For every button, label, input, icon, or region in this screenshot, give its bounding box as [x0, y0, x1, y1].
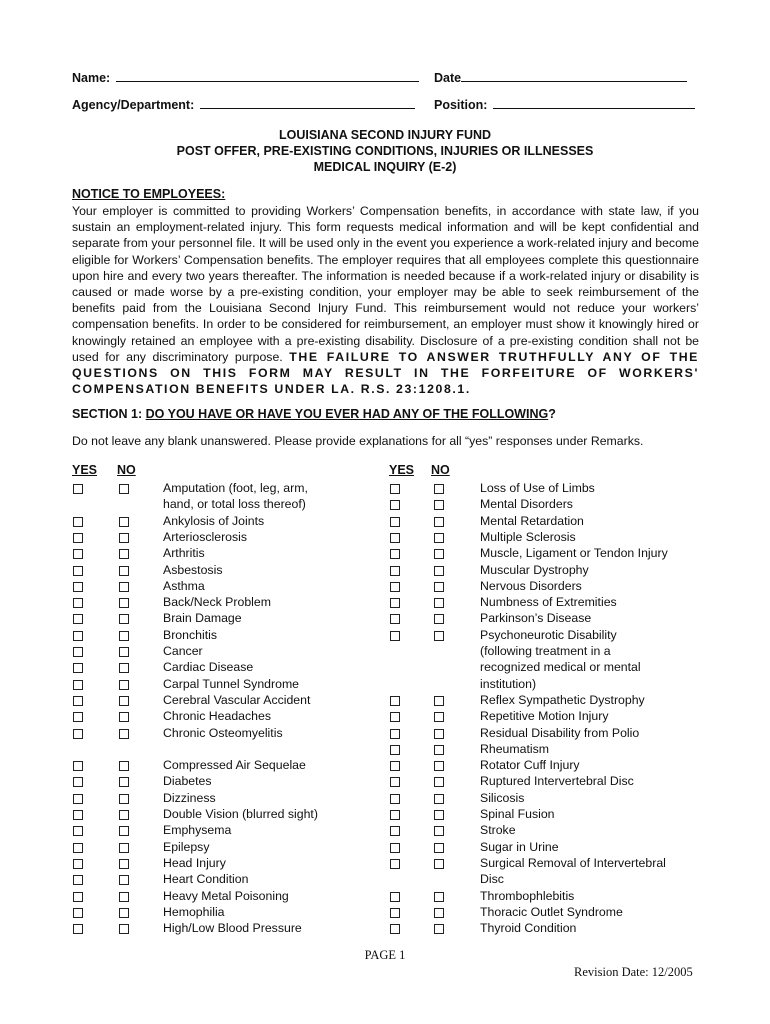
right-condition-row	[0, 627, 770, 643]
condition-label: Parkinson’s Disease	[480, 611, 592, 626]
condition-label: Arteriosclerosis	[163, 529, 248, 544]
right-condition-row	[0, 676, 770, 692]
right-condition-row	[0, 610, 770, 626]
yes-checkbox[interactable]	[390, 826, 400, 836]
revision-date: Revision Date: 12/2005	[574, 965, 693, 979]
condition-label: hand, or total loss thereof)	[163, 497, 306, 512]
no-checkbox[interactable]	[434, 696, 444, 706]
condition-label: Double Vision (blurred sight)	[163, 807, 318, 821]
condition-label: Cardiac Disease	[163, 660, 254, 675]
agency-field	[72, 97, 415, 112]
no-checkbox[interactable]	[434, 908, 444, 918]
yes-checkbox[interactable]	[390, 810, 400, 820]
right-yes-header: YES	[389, 463, 415, 477]
notice-text: Your employer is committed to providing Workers’ Compensation benefits, in accordance with state law, if you sustain an employment-related injury. This form requests medical information and will be kept confidential and separate from your personnel file. It will be used only in the event you experience a work-related injury and become eligible for Workers’ Compensation benefits. The employer requires that all employees complete this questionnaire upon hire and every two years thereafter. The information is needed because if a work-related injury or disability is caused or made worse by a pre-existing condition, your employer may be able to seek reimbursement of the benefits paid from the Louisiana Second Injury Fund. This reimbursement would not reduce your workers’ compensation benefits. In order to be considered for reimbursement, an employer must show it knowingly hired or knowingly retained an employee with a pre-existing disability. Disclosure of a pre-existing condition shall not be used for any discriminatory purpose.	[72, 204, 699, 364]
no-checkbox[interactable]	[434, 598, 444, 608]
no-checkbox[interactable]	[434, 826, 444, 836]
yes-checkbox[interactable]	[390, 777, 400, 787]
no-checkbox[interactable]	[434, 614, 444, 624]
condition-label: (following treatment in a	[480, 644, 611, 658]
right-condition-row	[0, 562, 770, 578]
form-title-line1: LOUISIANA SECOND INJURY FUND	[278, 128, 492, 142]
condition-label: Mental Disorders	[480, 497, 573, 512]
condition-label: Spinal Fusion	[480, 807, 555, 821]
right-condition-row	[0, 822, 770, 838]
no-checkbox[interactable]	[434, 761, 444, 771]
yes-checkbox[interactable]	[390, 484, 400, 494]
no-checkbox[interactable]	[434, 484, 444, 494]
condition-label: Asthma	[163, 578, 205, 593]
condition-label: Emphysema	[163, 823, 232, 838]
right-condition-row	[0, 496, 770, 512]
condition-label: Thoracic Outlet Syndrome	[480, 904, 623, 919]
no-checkbox[interactable]	[434, 566, 444, 576]
condition-label: Head Injury	[163, 855, 226, 870]
section1-title: DO YOU HAVE OR HAVE YOU EVER HAD ANY OF THE FOLLOWING	[145, 407, 549, 421]
section1-prefix: SECTION 1:	[72, 407, 146, 421]
no-checkbox[interactable]	[434, 777, 444, 787]
yes-checkbox[interactable]	[390, 843, 400, 853]
condition-label: institution)	[480, 676, 537, 691]
section1-instruction: Do not leave any blank unanswered. Please provide explanations for all “yes” responses under Remarks.	[72, 434, 644, 448]
right-condition-row	[0, 871, 770, 887]
form-title-line2: POST OFFER, PRE-EXISTING CONDITIONS, INJURIES OR ILLNESSES	[176, 144, 594, 158]
condition-label: Dizziness	[163, 790, 216, 805]
left-no-header: NO	[117, 463, 136, 477]
right-condition-row	[0, 920, 770, 936]
no-checkbox[interactable]	[434, 810, 444, 820]
yes-checkbox[interactable]	[390, 582, 400, 592]
name-input-line[interactable]	[116, 70, 419, 82]
right-condition-row	[0, 839, 770, 855]
right-condition-row	[0, 529, 770, 545]
condition-label: Epilepsy	[163, 839, 210, 854]
condition-label: Amputation (foot, leg, arm,	[163, 481, 308, 495]
condition-label: Asbestosis	[163, 562, 223, 577]
right-condition-row	[0, 513, 770, 529]
agency-label: Agency/Department:	[72, 98, 195, 112]
no-checkbox[interactable]	[434, 582, 444, 592]
no-checkbox[interactable]	[434, 631, 444, 641]
no-checkbox[interactable]	[434, 843, 444, 853]
yes-checkbox[interactable]	[390, 631, 400, 641]
no-checkbox[interactable]	[434, 729, 444, 739]
yes-checkbox[interactable]	[390, 761, 400, 771]
right-condition-row	[0, 545, 770, 561]
right-condition-row	[0, 773, 770, 789]
right-condition-row	[0, 888, 770, 904]
condition-label: Multiple Sclerosis	[480, 529, 576, 544]
page-number: PAGE 1	[364, 948, 406, 962]
condition-label: Cerebral Vascular Accident	[163, 692, 311, 707]
right-condition-row	[0, 708, 770, 724]
position-field	[434, 97, 695, 112]
no-checkbox[interactable]	[434, 533, 444, 543]
condition-label: Numbness of Extremities	[480, 595, 617, 610]
right-condition-row	[0, 692, 770, 708]
yes-checkbox[interactable]	[390, 549, 400, 559]
no-checkbox[interactable]	[434, 794, 444, 804]
condition-label: Back/Neck Problem	[163, 595, 271, 610]
condition-label: Heavy Metal Poisoning	[163, 888, 289, 903]
condition-label: Surgical Removal of Intervertebral	[480, 855, 666, 870]
notice-body	[72, 203, 699, 397]
condition-label: Nervous Disorders	[480, 578, 582, 593]
position-label: Position:	[434, 98, 488, 112]
notice-heading: NOTICE TO EMPLOYEES:	[72, 187, 226, 201]
section1-suffix: ?	[548, 407, 556, 421]
date-label: Date	[434, 71, 462, 85]
yes-checkbox[interactable]	[390, 517, 400, 527]
right-condition-row	[0, 741, 770, 757]
right-condition-row	[0, 725, 770, 741]
yes-checkbox[interactable]	[390, 598, 400, 608]
yes-checkbox[interactable]	[390, 614, 400, 624]
no-checkbox[interactable]	[434, 892, 444, 902]
condition-label: Rheumatism	[480, 741, 550, 756]
date-field	[434, 70, 687, 85]
condition-label: Stroke	[480, 823, 516, 838]
condition-label: Thyroid Condition	[480, 921, 577, 936]
form-title-line3: MEDICAL INQUIRY (E-2)	[313, 160, 457, 174]
right-condition-row	[0, 757, 770, 773]
name-label: Name:	[72, 71, 111, 85]
yes-checkbox[interactable]	[390, 892, 400, 902]
no-checkbox[interactable]	[434, 500, 444, 510]
condition-label: Mental Retardation	[480, 513, 584, 528]
condition-label: Rotator Cuff Injury	[480, 758, 580, 773]
yes-checkbox[interactable]	[390, 533, 400, 543]
yes-checkbox[interactable]	[390, 729, 400, 739]
no-checkbox[interactable]	[434, 924, 444, 934]
condition-label: Diabetes	[163, 774, 212, 789]
yes-checkbox[interactable]	[390, 794, 400, 804]
condition-label: Chronic Headaches	[163, 709, 272, 724]
right-condition-row	[0, 578, 770, 594]
date-input-line[interactable]	[461, 70, 687, 82]
condition-label: Chronic Osteomyelitis	[163, 725, 283, 740]
condition-label: Reflex Sympathetic Dystrophy	[480, 692, 645, 707]
left-yes-header: YES	[72, 463, 98, 477]
no-checkbox[interactable]	[434, 745, 444, 755]
yes-checkbox[interactable]	[390, 500, 400, 510]
no-checkbox[interactable]	[434, 859, 444, 869]
position-input-line[interactable]	[493, 97, 695, 109]
condition-label: Arthritis	[163, 546, 205, 561]
right-condition-row	[0, 659, 770, 675]
condition-label: High/Low Blood Pressure	[163, 921, 302, 936]
right-condition-row	[0, 480, 770, 496]
section1-heading	[72, 407, 556, 421]
condition-label: Sugar in Urine	[480, 839, 559, 854]
condition-label: Disc	[480, 872, 504, 887]
right-condition-row	[0, 904, 770, 920]
right-condition-row	[0, 790, 770, 806]
no-checkbox[interactable]	[434, 549, 444, 559]
condition-label: Muscular Dystrophy	[480, 562, 589, 577]
right-condition-row	[0, 855, 770, 871]
right-condition-row	[0, 594, 770, 610]
condition-label: Bronchitis	[163, 627, 217, 642]
condition-label: Ruptured Intervertebral Disc	[480, 774, 634, 789]
condition-label: Carpal Tunnel Syndrome	[163, 676, 300, 691]
condition-label: Cancer	[163, 644, 203, 658]
condition-label: Repetitive Motion Injury	[480, 709, 609, 724]
yes-checkbox[interactable]	[390, 712, 400, 722]
no-checkbox[interactable]	[434, 517, 444, 527]
agency-input-line[interactable]	[200, 97, 415, 109]
name-field	[72, 70, 419, 85]
condition-label: Muscle, Ligament or Tendon Injury	[480, 546, 668, 561]
condition-label: Ankylosis of Joints	[163, 513, 265, 528]
condition-label: recognized medical or mental	[480, 660, 641, 675]
condition-label: Loss of Use of Limbs	[480, 481, 595, 495]
condition-label: Hemophilia	[163, 904, 225, 919]
right-condition-row	[0, 643, 770, 659]
yes-checkbox[interactable]	[390, 566, 400, 576]
yes-checkbox[interactable]	[390, 908, 400, 918]
notice-warning: THE FAILURE TO ANSWER TRUTHFULLY ANY OF THE QUESTIONS ON THIS FORM MAY RESULT IN THE FORFEITURE OF WORKERS' COMPENSATION BENEFITS UNDER LA. R.S. 23:1208.1.	[72, 349, 699, 397]
condition-label: Psychoneurotic Disability	[480, 627, 617, 642]
yes-checkbox[interactable]	[390, 859, 400, 869]
condition-label: Brain Damage	[163, 611, 242, 626]
condition-label: Residual Disability from Polio	[480, 725, 640, 740]
yes-checkbox[interactable]	[390, 924, 400, 934]
condition-label: Thrombophlebitis	[480, 888, 575, 903]
condition-label: Silicosis	[480, 790, 525, 805]
no-checkbox[interactable]	[434, 712, 444, 722]
yes-checkbox[interactable]	[390, 745, 400, 755]
right-no-header: NO	[431, 463, 450, 477]
condition-label: Compressed Air Sequelae	[163, 758, 306, 773]
right-condition-row	[0, 806, 770, 822]
yes-checkbox[interactable]	[390, 696, 400, 706]
condition-label: Heart Condition	[163, 872, 249, 887]
